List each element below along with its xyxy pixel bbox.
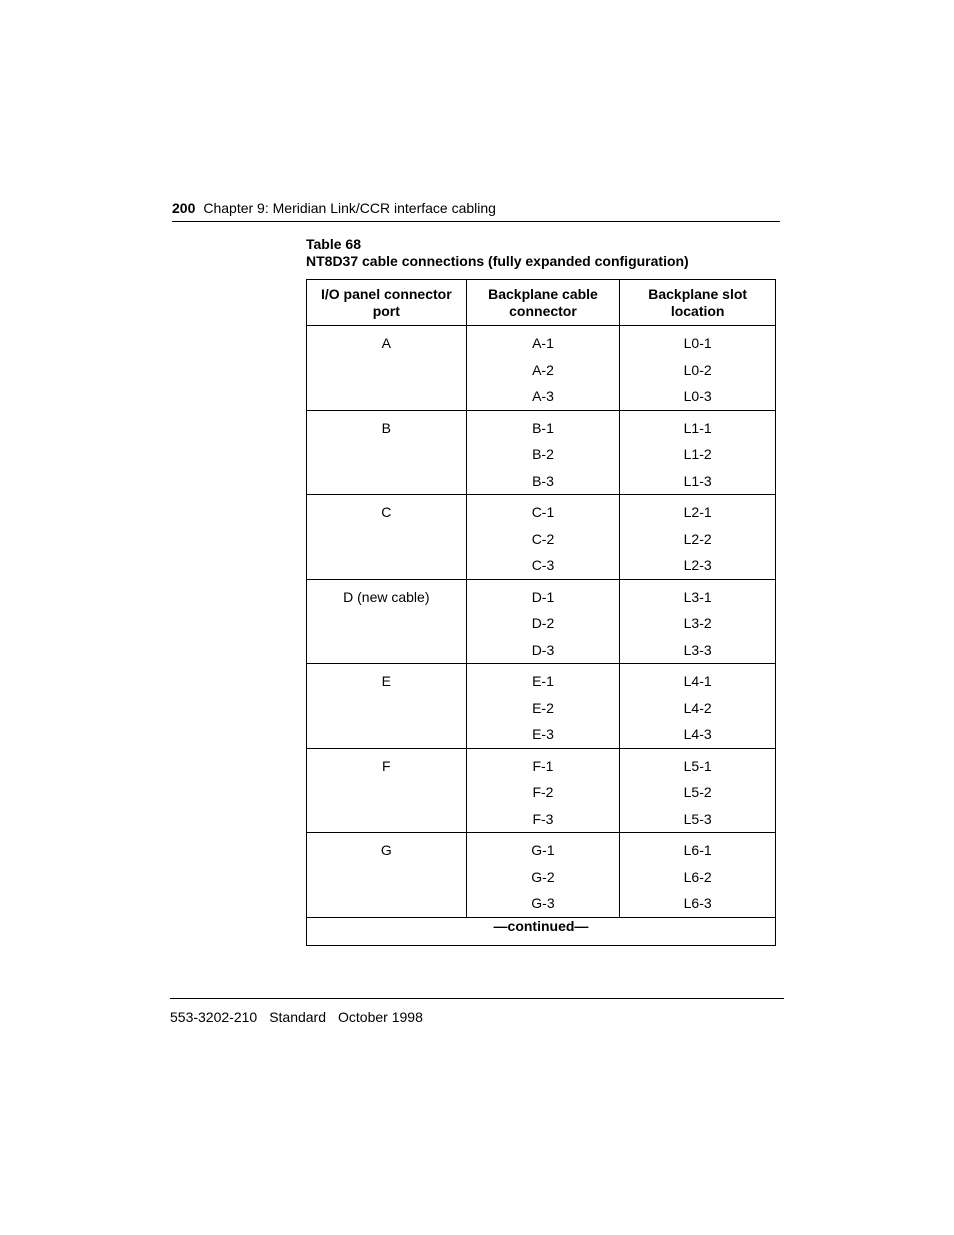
connector-value: D-2 xyxy=(531,615,555,631)
connector-cell xyxy=(466,326,620,411)
cable-connections-table xyxy=(306,279,776,946)
slot-value: L1-2 xyxy=(683,446,712,462)
port-cell xyxy=(307,579,467,664)
table-label: Table 68 xyxy=(306,236,361,252)
slot-value: L2-2 xyxy=(683,530,712,547)
connector-value: A-1 xyxy=(532,335,554,351)
port-value: E xyxy=(381,673,391,689)
slot-value: L5-3 xyxy=(683,810,712,827)
connector-value: F-2 xyxy=(532,784,554,800)
slot-value: L6-1 xyxy=(683,842,712,858)
table-row xyxy=(307,579,776,664)
document-number: 553-3202-210 xyxy=(170,1009,258,1025)
port-cell xyxy=(307,326,467,411)
connector-cell xyxy=(466,833,620,918)
connector-value: A-2 xyxy=(532,361,554,378)
continued-note: —continued— xyxy=(307,917,776,945)
port-value: C xyxy=(381,504,392,520)
slot-value: L4-3 xyxy=(683,726,712,742)
port-cell xyxy=(307,410,467,495)
slot-cell xyxy=(620,664,776,749)
connector-cell xyxy=(466,664,620,749)
slot-value: L2-3 xyxy=(683,557,712,573)
port-value: B xyxy=(381,419,391,436)
slot-cell xyxy=(620,833,776,918)
slot-value: L5-1 xyxy=(683,757,712,774)
connector-value: B-2 xyxy=(532,446,554,462)
table-row xyxy=(307,833,776,918)
slot-value: L3-1 xyxy=(683,588,712,605)
slot-cell xyxy=(620,495,776,580)
connector-value: G-3 xyxy=(531,895,555,911)
port-cell xyxy=(307,664,467,749)
connector-value: B-3 xyxy=(532,472,554,489)
slot-value: L1-3 xyxy=(683,472,712,489)
page-header xyxy=(172,199,780,222)
connector-value: E-3 xyxy=(532,726,554,742)
slot-cell xyxy=(620,410,776,495)
connector-value: B-1 xyxy=(532,419,554,436)
connector-value: E-1 xyxy=(532,673,554,689)
slot-value: L6-2 xyxy=(683,868,712,885)
connector-value: A-3 xyxy=(532,388,554,404)
slot-value: L1-1 xyxy=(683,419,712,436)
slot-cell xyxy=(620,748,776,833)
connector-value: G-1 xyxy=(531,842,555,858)
connector-value: D-1 xyxy=(531,588,555,605)
connector-cell xyxy=(466,410,620,495)
connector-value: G-2 xyxy=(531,868,555,885)
table-row xyxy=(307,326,776,411)
connector-value: C-1 xyxy=(531,504,555,520)
port-value: D (new cable) xyxy=(343,588,430,605)
table-footer-row xyxy=(307,917,776,945)
table-row xyxy=(307,748,776,833)
column-header-port: I/O panel connector port xyxy=(307,280,467,326)
connector-value: F-1 xyxy=(532,757,554,774)
column-header-connector: Backplane cable connector xyxy=(466,280,620,326)
connector-value: C-2 xyxy=(531,530,555,547)
connector-value: F-3 xyxy=(532,810,554,827)
slot-cell xyxy=(620,326,776,411)
port-value: A xyxy=(381,335,391,351)
table-row xyxy=(307,495,776,580)
slot-value: L3-2 xyxy=(683,615,712,631)
connector-value: C-3 xyxy=(531,557,555,573)
document-date: October 1998 xyxy=(338,1009,423,1025)
connector-value: E-2 xyxy=(532,699,554,716)
port-cell xyxy=(307,495,467,580)
connector-cell xyxy=(466,748,620,833)
port-value: F xyxy=(382,757,391,774)
connector-cell xyxy=(466,579,620,664)
slot-value: L0-2 xyxy=(683,361,712,378)
table-row xyxy=(307,664,776,749)
slot-value: L4-1 xyxy=(683,673,712,689)
connector-cell xyxy=(466,495,620,580)
slot-value: L0-1 xyxy=(683,335,712,351)
column-header-slot: Backplane slot location xyxy=(620,280,776,326)
slot-value: L6-3 xyxy=(683,895,712,911)
page-footer xyxy=(170,998,784,1026)
table-body xyxy=(307,326,776,918)
port-cell xyxy=(307,833,467,918)
table-title: NT8D37 cable connections (fully expanded configuration) xyxy=(306,253,689,269)
slot-value: L2-1 xyxy=(683,504,712,520)
slot-value: L0-3 xyxy=(683,388,712,404)
connector-value: D-3 xyxy=(531,641,555,658)
document-status: Standard xyxy=(269,1009,327,1025)
chapter-title: Chapter 9: Meridian Link/CCR interface cabling xyxy=(203,200,496,216)
port-cell xyxy=(307,748,467,833)
slot-cell xyxy=(620,579,776,664)
table-caption xyxy=(306,236,689,270)
table-header-row xyxy=(307,280,776,326)
page-number: 200 xyxy=(172,200,196,216)
slot-value: L5-2 xyxy=(683,784,712,800)
table-row xyxy=(307,410,776,495)
slot-value: L3-3 xyxy=(683,641,712,658)
slot-value: L4-2 xyxy=(683,699,712,716)
port-value: G xyxy=(380,842,392,858)
